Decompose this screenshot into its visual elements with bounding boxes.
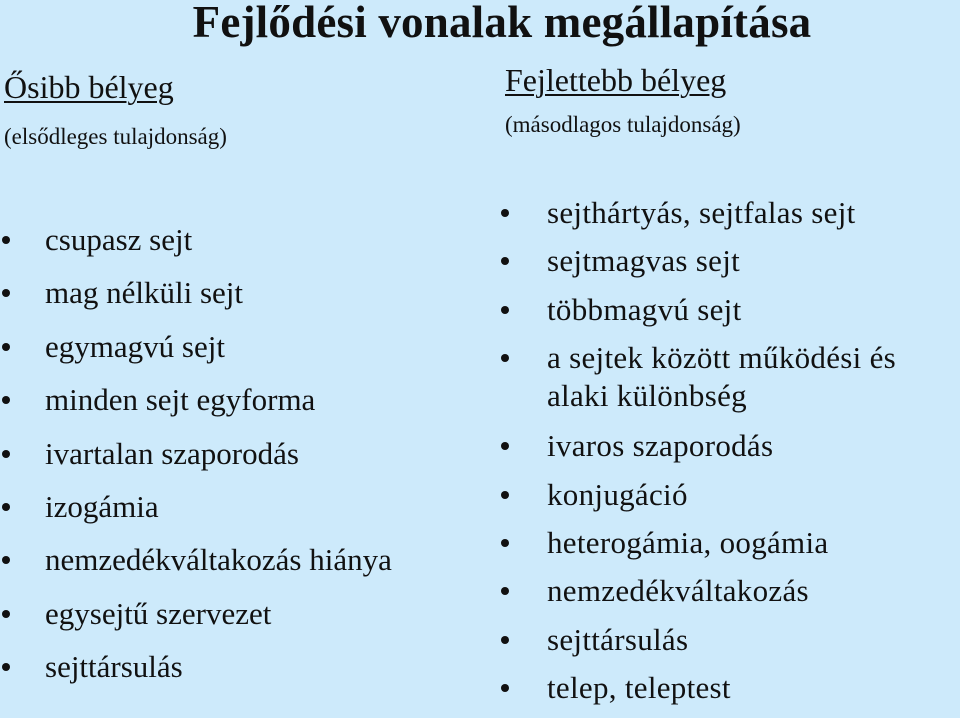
list-item <box>499 621 960 669</box>
right-bullet-list <box>499 194 960 718</box>
list-item-text: mag nélküli sejt <box>45 275 244 311</box>
bullet-icon <box>501 442 509 450</box>
list-item-text: sejtmagvas sejt <box>547 243 741 279</box>
list-item <box>499 524 960 572</box>
list-item-text: telep, teleptest <box>547 670 731 706</box>
bullet-icon <box>501 539 509 547</box>
list-item-text: ivaros szaporodás <box>547 428 774 464</box>
bullet-icon <box>2 450 10 458</box>
list-item <box>0 587 490 640</box>
list-item-text: nemzedékváltakozás <box>547 573 809 609</box>
list-item-text: nemzedékváltakozás hiánya <box>45 542 392 578</box>
list-item-text: heterogámia, oogámia <box>547 524 829 560</box>
list-item <box>499 427 960 475</box>
bullet-icon <box>501 491 509 499</box>
bullet-icon <box>2 663 10 671</box>
right-column-heading: Fejlettebb bélyeg <box>505 62 727 98</box>
list-item <box>0 533 490 586</box>
bullet-icon <box>501 636 509 644</box>
list-item-text: sejttársulás <box>45 649 183 685</box>
list-item-text: izogámia <box>45 488 159 524</box>
left-column-subheading: (elsődleges tulajdonság) <box>4 124 227 149</box>
list-item <box>0 480 490 533</box>
list-item-text: konjugáció <box>547 476 688 512</box>
left-bullet-list <box>0 213 490 694</box>
bullet-icon <box>501 587 509 595</box>
list-item <box>0 320 490 373</box>
list-item <box>499 476 960 524</box>
bullet-icon <box>2 396 10 404</box>
list-item-text: sejttársulás <box>547 621 689 657</box>
list-item-text: többmagvú sejt <box>547 291 742 327</box>
bullet-icon <box>501 306 509 314</box>
bullet-icon <box>2 556 10 564</box>
list-item-text: egysejtű szervezet <box>45 595 272 631</box>
slide-title: Fejlődési vonalak megállapítása <box>192 0 812 47</box>
bullet-icon <box>501 209 509 217</box>
list-item-text: a sejtek között működési és alaki különbség <box>547 340 897 414</box>
list-item <box>499 572 960 620</box>
bullet-icon <box>2 503 10 511</box>
list-item <box>0 213 490 266</box>
list-item <box>0 640 490 693</box>
list-item-text: egymagvú sejt <box>45 328 225 364</box>
list-item <box>0 427 490 480</box>
right-column-subheading: (másodlagos tulajdonság) <box>505 112 741 137</box>
list-item <box>499 194 960 242</box>
bullet-icon <box>2 610 10 618</box>
bullet-icon <box>2 343 10 351</box>
list-item <box>499 669 960 717</box>
list-item <box>499 339 960 427</box>
bullet-icon <box>501 257 509 265</box>
bullet-icon <box>2 236 10 244</box>
list-item <box>0 266 490 319</box>
list-item-text: sejthártyás, sejtfalas sejt <box>547 195 856 230</box>
list-item-text: csupasz sejt <box>45 222 193 257</box>
bullet-icon <box>501 354 509 362</box>
bullet-icon <box>501 684 509 692</box>
bullet-icon <box>2 289 10 297</box>
list-item-text: minden sejt egyforma <box>45 382 316 418</box>
list-item-text: ivartalan szaporodás <box>45 435 299 471</box>
list-item <box>499 291 960 339</box>
left-column-heading: Ősibb bélyeg <box>4 69 174 105</box>
list-item <box>0 373 490 426</box>
list-item <box>499 242 960 290</box>
